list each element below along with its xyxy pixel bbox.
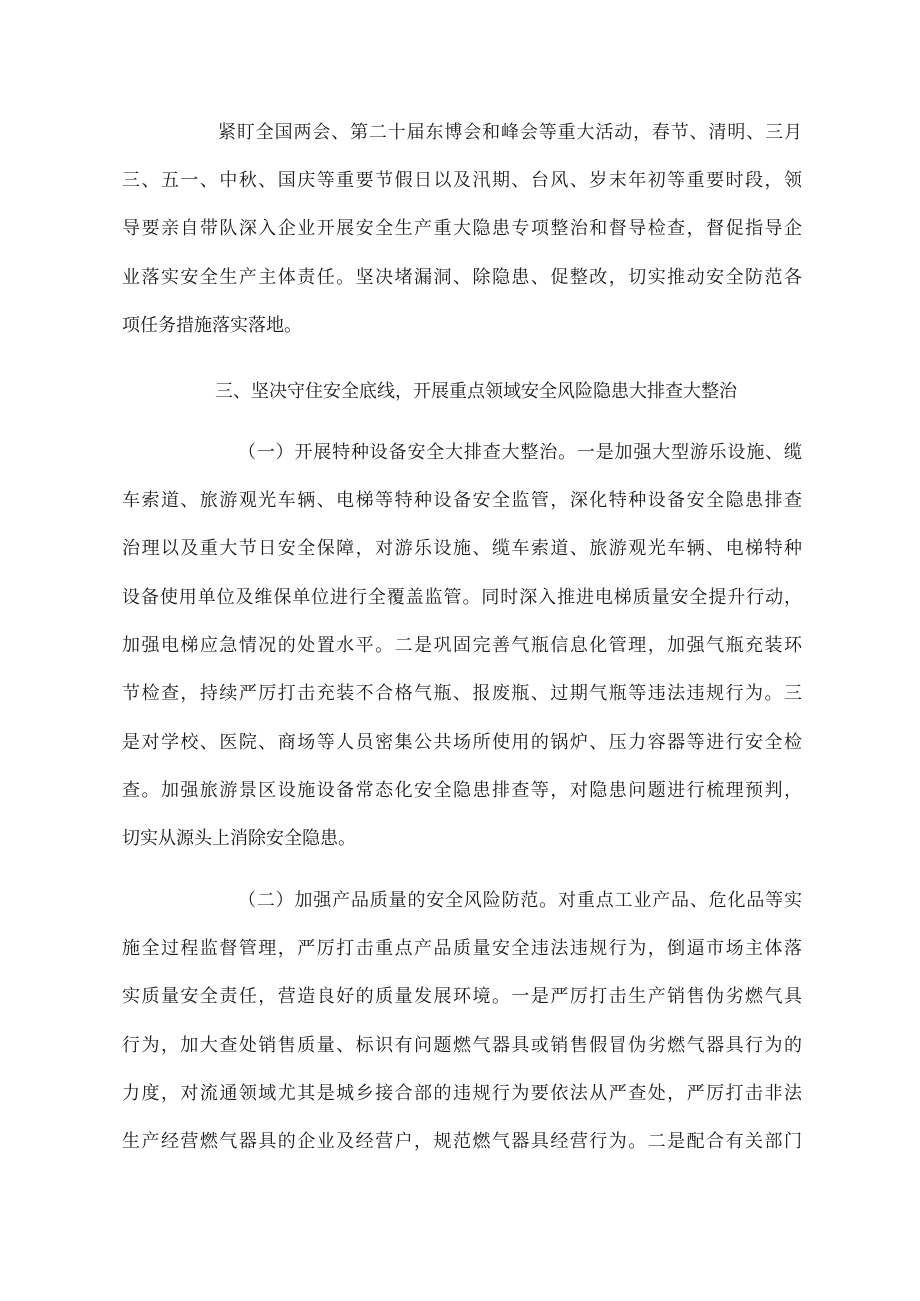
paragraph-line: 查。加强旅游景区设施设备常态化安全隐患排查等，对隐患问题进行梳理预判， (122, 780, 802, 801)
paragraph-line: 实质量安全责任，营造良好的质量发展环境。一是严厉打击生产销售伪劣燃气具 (122, 986, 802, 1007)
paragraph-line: 三、五一、中秋、国庆等重要节假日以及汛期、台风、岁末年初等重要时段，领 (122, 170, 802, 191)
paragraph-line: 加强电梯应急情况的处置水平。二是巩固完善气瓶信息化管理，加强气瓶充装环 (122, 635, 802, 656)
paragraph-line: 紧盯全国两会、第二十届东博会和峰会等重大活动，春节、清明、三月 (218, 122, 802, 143)
paragraph-line: 治理以及重大节日安全保障，对游乐设施、缆车索道、旅游观光车辆、电梯特种 (122, 538, 802, 559)
paragraph-line: 导要亲自带队深入企业开展安全生产重大隐患专项整治和督导检查，督促指导企 (122, 218, 802, 239)
paragraph-line: 项任务措施落实落地。 (122, 315, 302, 336)
paragraph-line: 行为，加大查处销售质量、标识有问题燃气器具或销售假冒伪劣燃气器具行为的 (122, 1035, 802, 1056)
paragraph-line: 是对学校、医院、商场等人员密集公共场所使用的锅炉、压力容器等进行安全检 (122, 732, 802, 753)
paragraph-line: （二）加强产品质量的安全风险防范。对重点工业产品、危化品等实 (238, 890, 802, 911)
paragraph-line: 生产经营燃气器具的企业及经营户，规范燃气器具经营行为。二是配合有关部门 (122, 1131, 802, 1152)
section-heading-text: 三、坚决守住安全底线，开展重点领域安全风险隐患大排查大整治 (215, 381, 737, 402)
paragraph-line: 力度，对流通领域尤其是城乡接合部的违规行为要依法从严查处，严厉打击非法 (122, 1083, 802, 1104)
paragraph-line: （一）开展特种设备安全大排查大整治。一是加强大型游乐设施、缆 (238, 442, 802, 463)
paragraph-line: 切实从源头上消除安全隐患。 (122, 828, 356, 849)
paragraph-line: 节检查，持续严厉打击充装不合格气瓶、报废瓶、过期气瓶等违法违规行为。三 (122, 683, 802, 704)
paragraph-line: 施全过程监督管理，严厉打击重点产品质量安全违法违规行为，倒逼市场主体落 (122, 938, 802, 959)
paragraph-line: 业落实安全生产主体责任。坚决堵漏洞、除隐患、促整改，切实推动安全防范各 (122, 267, 802, 288)
paragraph-line: 车索道、旅游观光车辆、电梯等特种设备安全监管，深化特种设备安全隐患排查 (122, 490, 802, 511)
paragraph-line: 设备使用单位及维保单位进行全覆盖监管。同时深入推进电梯质量安全提升行动， (122, 587, 802, 608)
